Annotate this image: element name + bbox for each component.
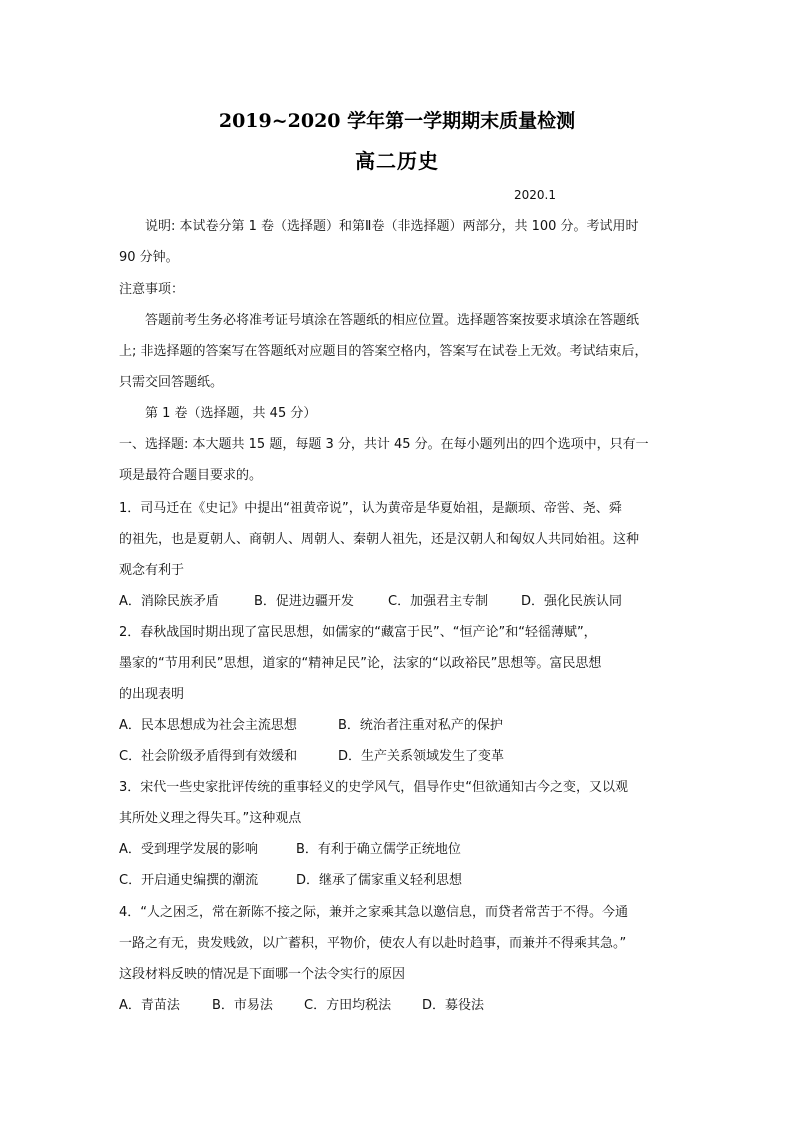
question-1-option-d: D．强化民族认同 [521,594,623,609]
question-4-line-3: 这段材料反映的情况是下面哪一个法令实行的原因 [119,967,406,982]
question-2-option-b: B．统治者注重对私产的保护 [338,718,503,733]
question-2-line-3: 的出现表明 [119,687,185,702]
question-1-option-b: B．促进边疆开发 [254,594,354,609]
question-4-line-2: 一路之有无，贵发贱敛，以广蓄积，平物价，使农人有以赴时趋事，而兼并不得乘其急。” [119,936,627,951]
question-4-line-1: 4．“人之困乏，常在新陈不接之际，兼并之家乘其急以邀信息，而贷者常苦于不得。今通 [119,905,629,920]
section-instruction-1: 一、选择题: 本大题共 15 题，每题 3 分，共计 45 分。在每小题列出的四个选项中，只有一 [119,437,649,452]
notes-line-1: 答题前考生务必将准考证号填涂在答题纸的相应位置。选择题答案按要求填涂在答题纸 [145,313,640,328]
question-2-option-c: C．社会阶级矛盾得到有效缓和 [119,749,298,764]
question-1-line-3: 观念有利于 [119,563,185,578]
question-4-option-a: A．青苗法 [119,998,180,1013]
question-2-line-1: 2．春秋战国时期出现了富民思想，如儒家的“藏富于民”、“恒产论”和“轻徭薄赋”， [119,625,597,640]
question-2-option-a: A．民本思想成为社会主流思想 [119,718,297,733]
question-3-option-a: A．受到理学发展的影响 [119,842,258,857]
exam-date: 2020.1 [514,188,556,202]
question-1-line-2: 的祖先，也是夏朝人、商朝人、周朝人、秦朝人祖先，还是汉朝人和匈奴人共同始祖。这种 [119,532,640,547]
question-4-option-c: C．方田均税法 [304,998,392,1013]
question-3-option-c: C．开启通史编撰的潮流 [119,873,259,888]
notes-heading: 注意事项： [119,282,185,297]
exam-subject: 高二历史 [355,149,439,173]
notes-line-2: 上; 非选择题的答案写在答题纸对应题目的答案空格内，答案写在试卷上无效。考试结束后， [119,344,648,359]
section-instruction-2: 项是最符合题目要求的。 [119,468,263,483]
question-2-line-2: 墨家的“节用利民”思想，道家的“精神足民”论，法家的“以政裕民”思想等。富民思想 [119,656,602,671]
intro-line-1: 说明: 本试卷分第 1 卷（选择题）和第Ⅱ卷（非选择题）两部分，共 100 分。考试用时 [145,219,639,234]
question-1-option-c: C．加强君主专制 [388,594,489,609]
question-1-line-1: 1．司马迁在《史记》中提出“祖黄帝说”，认为黄帝是华夏始祖，是颛顼、帝喾、尧、舜 [119,501,622,516]
intro-line-2: 90 分钟。 [119,250,179,265]
volume-heading: 第 1 卷（选择题，共 45 分） [145,406,317,421]
question-3-option-b: B．有利于确立儒学正统地位 [296,842,461,857]
exam-title: 2019~2020 学年第一学期期末质量检测 [218,110,576,132]
question-3-option-d: D．继承了儒家重义轻利思想 [296,873,463,888]
question-2-option-d: D．生产关系领域发生了变革 [338,749,505,764]
question-3-line-2: 其所处义理之得失耳。”这种观点 [119,811,302,826]
notes-line-3: 只需交回答题纸。 [119,375,224,390]
question-4-option-b: B．市易法 [212,998,273,1013]
question-1-option-a: A．消除民族矛盾 [119,594,219,609]
question-3-line-1: 3．宋代一些史家批评传统的重事轻义的史学风气，倡导作史“但欲通知古今之变，又以观 [119,780,629,795]
question-4-option-d: D．募役法 [422,998,485,1013]
